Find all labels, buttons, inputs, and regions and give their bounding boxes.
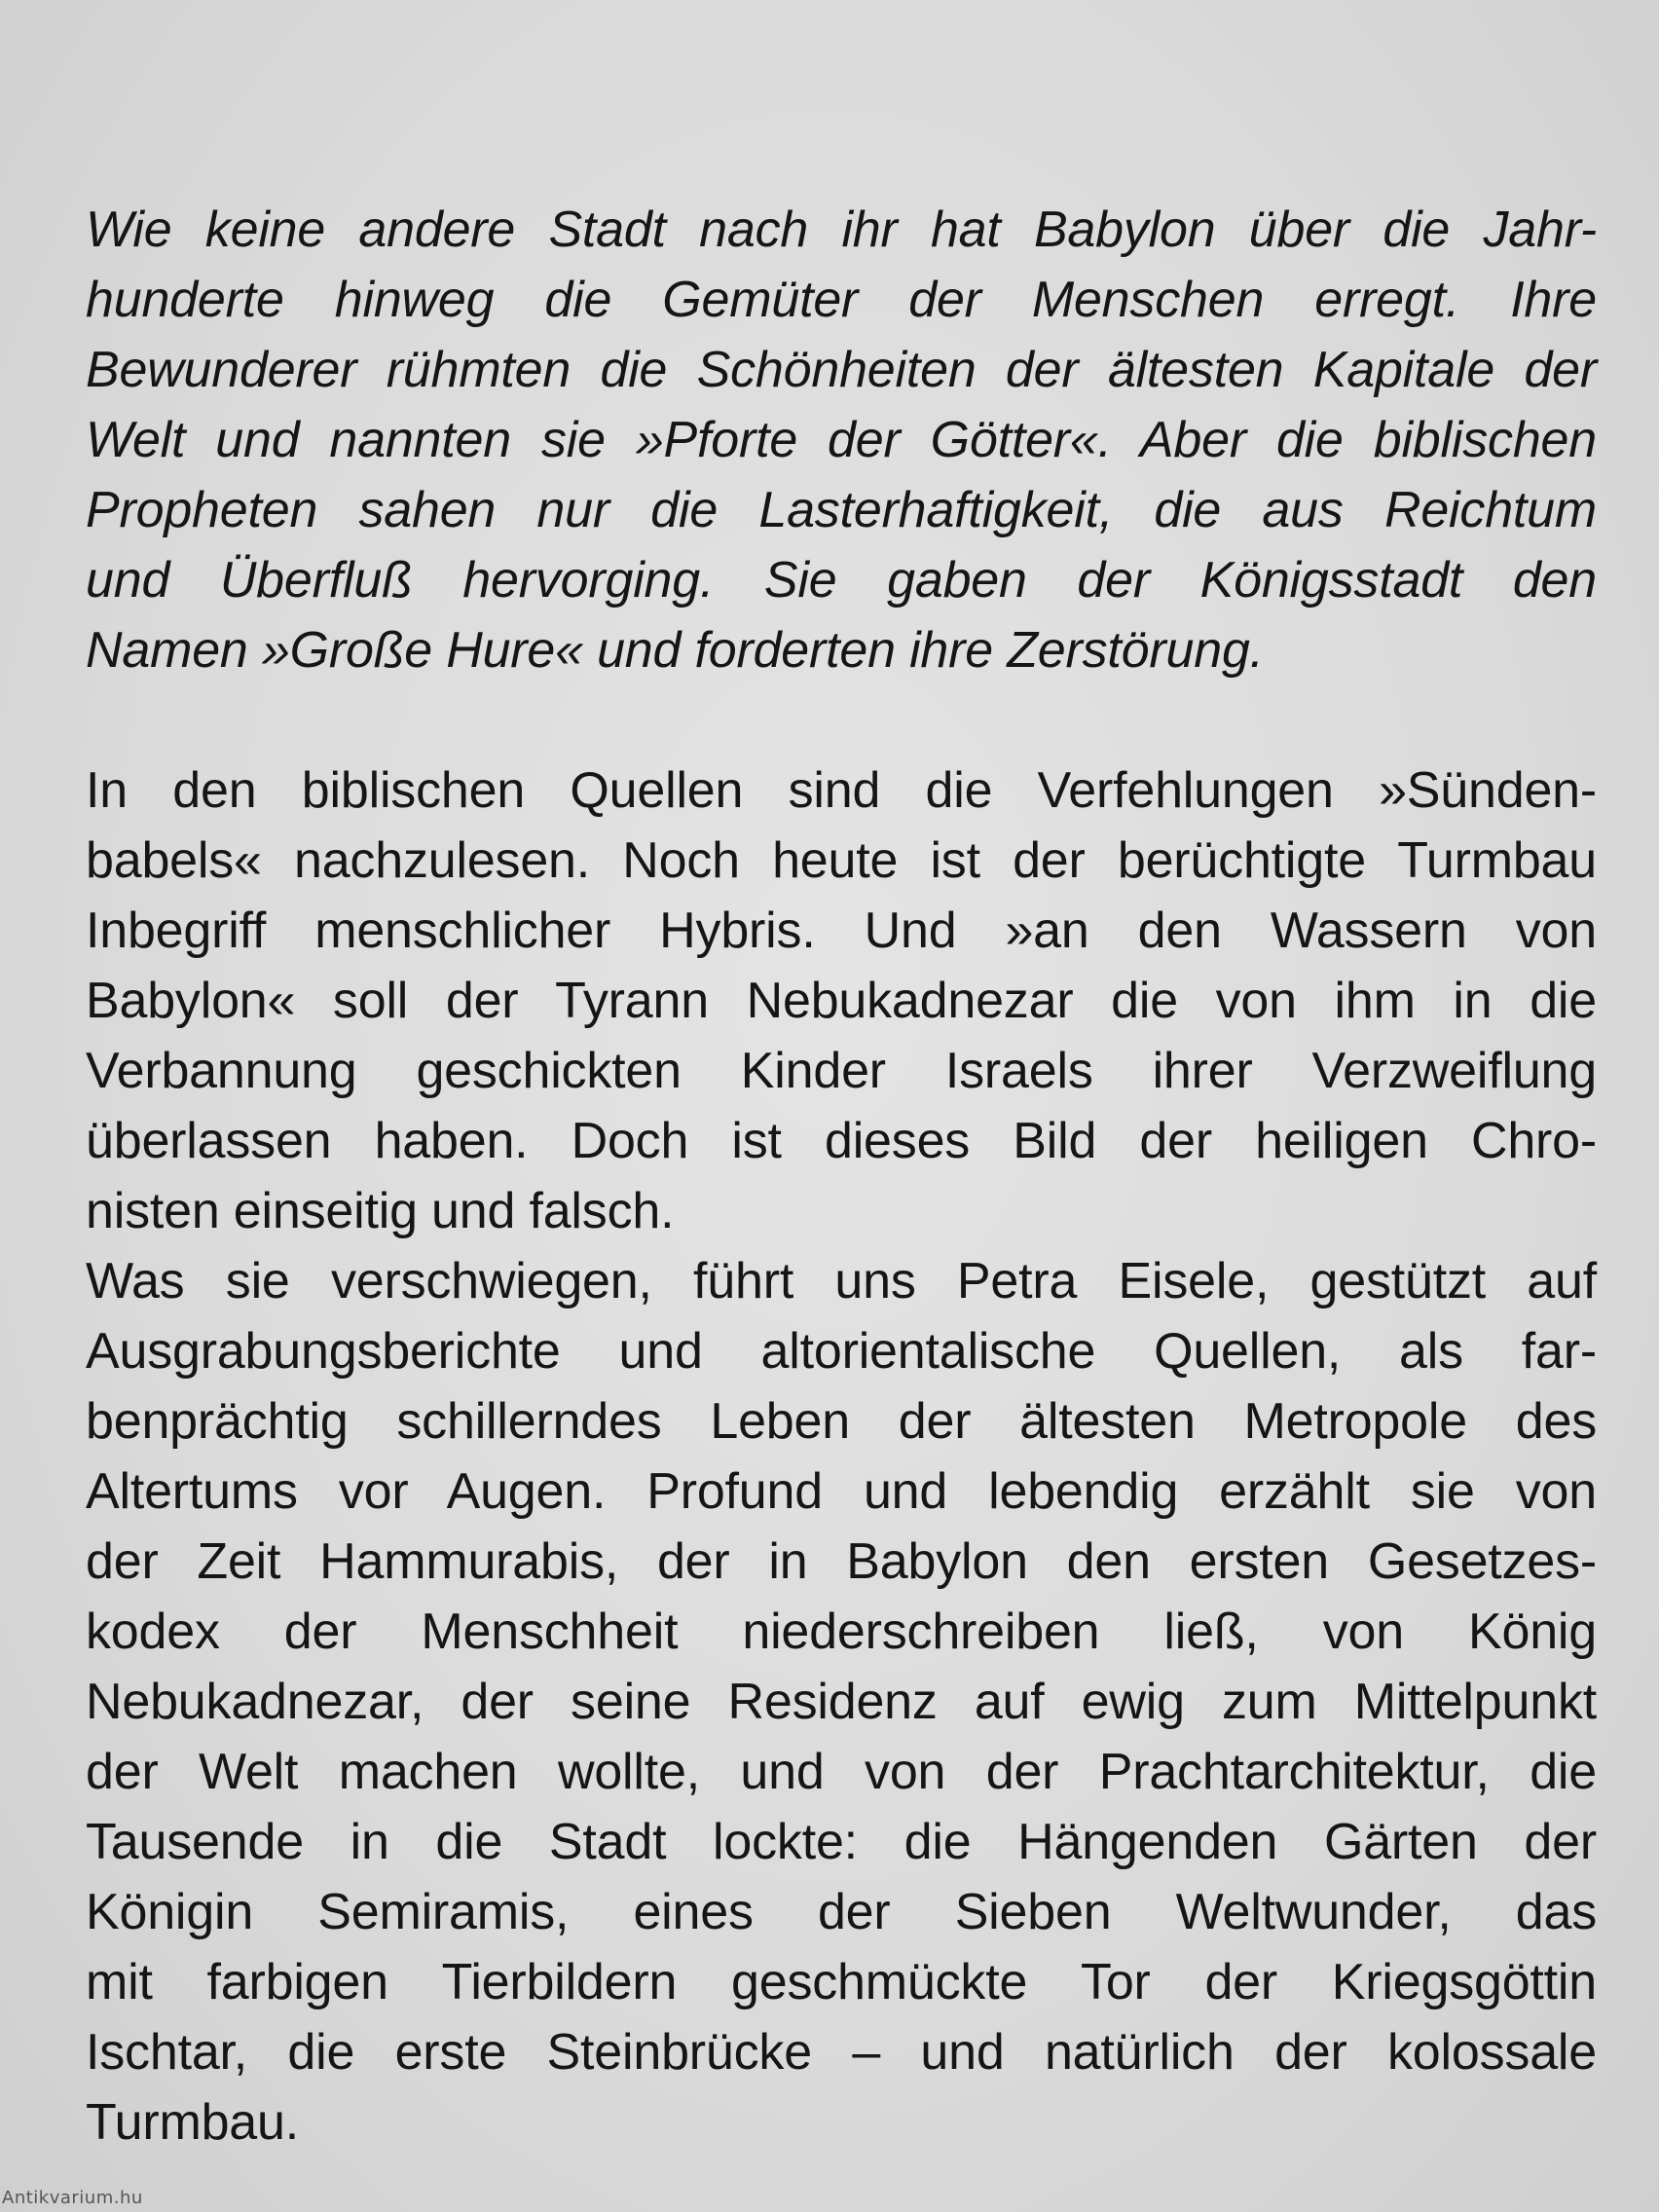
- author-paragraph: [86, 1246, 1597, 2157]
- text-line: Ausgrabungsberichte und altorientalische Quellen, als far-: [86, 1323, 1597, 1380]
- text-line: Babylon« soll der Tyrann Nebukadnezar die von ihm in die: [86, 973, 1597, 1029]
- text-line: und Überfluß hervorging. Sie gaben der Königsstadt den: [86, 552, 1597, 608]
- text-line: benprächtig schillerndes Leben der ältesten Metropole des: [86, 1393, 1597, 1450]
- intro-paragraph: [86, 195, 1597, 685]
- text-line: der Zeit Hammurabis, der in Babylon den ersten Gesetzes-: [86, 1533, 1597, 1590]
- paragraph-spacer: [86, 685, 1597, 756]
- watermark: Antikvarium.hu: [2, 2188, 143, 2208]
- text-line: nisten einseitig und falsch.: [86, 1183, 675, 1239]
- text-line: In den biblischen Quellen sind die Verfehlungen »Sünden-: [86, 762, 1597, 819]
- text-line: Nebukadnezar, der seine Residenz auf ewig zum Mittelpunkt: [86, 1674, 1597, 1730]
- text-line: Propheten sahen nur die Lasterhaftigkeit, die aus Reichtum: [86, 482, 1597, 538]
- text-line: Was sie verschwiegen, führt uns Petra Eisele, gestützt auf: [86, 1253, 1597, 1309]
- text-line: Namen »Große Hure« und forderten ihre Zerstörung.: [86, 622, 1264, 679]
- text-line: Bewunderer rühmten die Schönheiten der ältesten Kapitale der: [86, 342, 1597, 398]
- text-line: hunderte hinweg die Gemüter der Menschen erregt. Ihre: [86, 272, 1597, 328]
- text-line: der Welt machen wollte, und von der Prachtarchitektur, die: [86, 1744, 1597, 1800]
- book-back-cover-text: [86, 195, 1597, 2157]
- text-line: überlassen haben. Doch ist dieses Bild der heiligen Chro-: [86, 1113, 1597, 1169]
- text-line: Welt und nannten sie »Pforte der Götter«. Aber die biblischen: [86, 412, 1597, 468]
- text-line: Ischtar, die erste Steinbrücke – und natürlich der kolossale: [86, 2024, 1597, 2081]
- text-line: Verbannung geschickten Kinder Israels ihrer Verzweiflung: [86, 1043, 1597, 1099]
- text-line: babels« nachzulesen. Noch heute ist der berüchtigte Turmbau: [86, 832, 1597, 889]
- text-line: mit farbigen Tierbildern geschmückte Tor der Kriegsgöttin: [86, 1954, 1597, 2010]
- text-line: Königin Semiramis, eines der Sieben Weltwunder, das: [86, 1884, 1597, 1940]
- text-line: Inbegriff menschlicher Hybris. Und »an den Wassern von: [86, 903, 1597, 959]
- text-line: Altertums vor Augen. Profund und lebendig erzählt sie von: [86, 1463, 1597, 1520]
- sources-paragraph: [86, 756, 1597, 1246]
- text-line: Turmbau.: [86, 2094, 299, 2151]
- text-line: kodex der Menschheit niederschreiben ließ, von König: [86, 1604, 1597, 1660]
- text-line: Tausende in die Stadt lockte: die Hängenden Gärten der: [86, 1814, 1597, 1870]
- text-line: Wie keine andere Stadt nach ihr hat Babylon über die Jahr-: [86, 202, 1597, 258]
